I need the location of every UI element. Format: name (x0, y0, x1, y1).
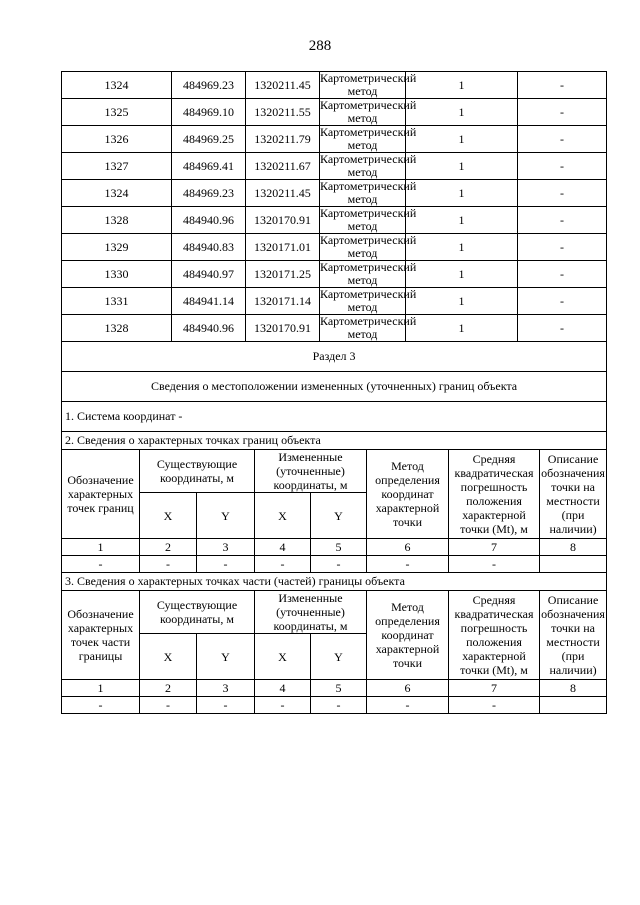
header-accuracy: Средняя квадратическая погрешность положения характерной точки (Mt), м (449, 591, 540, 680)
column-number: 1 (62, 539, 140, 556)
table-row (62, 72, 607, 99)
header-existing-x: X (140, 634, 197, 680)
column-number: 5 (311, 539, 367, 556)
header-description: Описание обозначения точки на местности (при наличии) (540, 450, 607, 539)
point-number: 1328 (62, 207, 172, 234)
header-existing-y: Y (197, 634, 255, 680)
accuracy-cell: 1 (406, 207, 518, 234)
part-2-title: 2. Сведения о характерных точках границ объекта (62, 432, 607, 450)
section-title: Раздел 3 (62, 342, 607, 372)
method-cell: Картометрический метод (320, 179, 417, 206)
coordinate-x: 484940.83 (172, 234, 246, 261)
description-cell: - (518, 288, 607, 315)
point-number: 1328 (62, 315, 172, 342)
method-cell: Картометрический метод (320, 71, 417, 98)
column-number: 8 (540, 539, 607, 556)
table-row (62, 207, 607, 234)
accuracy-cell: 1 (406, 126, 518, 153)
coordinate-y: 1320211.45 (246, 72, 320, 99)
header-existing-coordinates: Существующие координаты, м (140, 591, 255, 634)
description-cell: - (518, 153, 607, 180)
column-number: 7 (449, 539, 540, 556)
method-cell: Картометрический метод (320, 125, 417, 152)
empty-cell: - (197, 556, 255, 573)
point-number: 1324 (62, 72, 172, 99)
header-existing-y: Y (197, 493, 255, 539)
empty-cell (540, 556, 607, 573)
empty-cell: - (367, 556, 449, 573)
column-number: 2 (140, 539, 197, 556)
empty-cell: - (311, 556, 367, 573)
coordinate-y: 1320170.91 (246, 207, 320, 234)
section-subtitle: Сведения о местоположении измененных (уточненных) границ объекта (62, 372, 607, 402)
empty-cell (540, 697, 607, 714)
header-point-label: Обозначение характерных точек части границы (62, 591, 140, 680)
header-existing-coordinates: Существующие координаты, м (140, 450, 255, 493)
coordinate-x: 484969.23 (172, 72, 246, 99)
point-number: 1331 (62, 288, 172, 315)
coordinate-y: 1320171.14 (246, 288, 320, 315)
empty-cell: - (255, 697, 311, 714)
column-number: 2 (140, 680, 197, 697)
column-number: 8 (540, 680, 607, 697)
empty-cell: - (255, 556, 311, 573)
description-cell: - (518, 99, 607, 126)
description-cell: - (518, 261, 607, 288)
table-row (62, 261, 607, 288)
empty-cell: - (449, 556, 540, 573)
coordinate-x: 484969.10 (172, 99, 246, 126)
method-cell: Картометрический метод (320, 287, 417, 314)
section-3-table (61, 341, 607, 714)
empty-cell: - (449, 697, 540, 714)
description-cell: - (518, 180, 607, 207)
coordinates-table (61, 71, 607, 342)
header-description: Описание обозначения точки на местности (при наличии) (540, 591, 607, 680)
empty-cell: - (140, 556, 197, 573)
page-number: 288 (308, 38, 332, 54)
description-cell: - (518, 126, 607, 153)
method-cell: Картометрический метод (320, 206, 417, 233)
header-method: Метод определения координат характерной точки (367, 591, 449, 680)
coordinates-body (62, 72, 607, 342)
method-cell: Картометрический метод (320, 233, 417, 260)
empty-cell: - (311, 697, 367, 714)
column-number: 4 (255, 539, 311, 556)
coordinate-x: 484940.96 (172, 315, 246, 342)
header-changed-y: Y (311, 493, 367, 539)
empty-cell: - (367, 697, 449, 714)
header-changed-coordinates: Измененные (уточненные) координаты, м (255, 450, 367, 493)
table-row (62, 180, 607, 207)
column-number: 6 (367, 680, 449, 697)
accuracy-cell: 1 (406, 261, 518, 288)
coordinate-x: 484969.25 (172, 126, 246, 153)
coordinate-y: 1320171.25 (246, 261, 320, 288)
coordinate-y: 1320170.91 (246, 315, 320, 342)
method-cell: Картометрический метод (320, 152, 417, 179)
point-number: 1325 (62, 99, 172, 126)
header-changed-x: X (255, 634, 311, 680)
column-number: 7 (449, 680, 540, 697)
method-cell: Картометрический метод (320, 260, 417, 287)
accuracy-cell: 1 (406, 99, 518, 126)
header-changed-coordinates: Измененные (уточненные) координаты, м (255, 591, 367, 634)
accuracy-cell: 1 (406, 153, 518, 180)
point-number: 1326 (62, 126, 172, 153)
header-accuracy: Средняя квадратическая погрешность положения характерной точки (Mt), м (449, 450, 540, 539)
coordinate-x: 484941.14 (172, 288, 246, 315)
header-existing-x: X (140, 493, 197, 539)
column-number: 3 (197, 680, 255, 697)
coordinate-x: 484940.96 (172, 207, 246, 234)
table-row (62, 99, 607, 126)
column-number: 1 (62, 680, 140, 697)
coordinate-y: 1320171.01 (246, 234, 320, 261)
table-row (62, 315, 607, 342)
header-point-label: Обозначение характерных точек границ (62, 450, 140, 539)
coordinate-system: 1. Система координат - (62, 402, 607, 432)
coordinate-x: 484969.41 (172, 153, 246, 180)
header-changed-x: X (255, 493, 311, 539)
accuracy-cell: 1 (406, 315, 518, 342)
point-number: 1330 (62, 261, 172, 288)
column-number: 3 (197, 539, 255, 556)
point-number: 1324 (62, 180, 172, 207)
empty-cell: - (197, 697, 255, 714)
table-row (62, 234, 607, 261)
column-number: 4 (255, 680, 311, 697)
coordinate-y: 1320211.55 (246, 99, 320, 126)
accuracy-cell: 1 (406, 72, 518, 99)
accuracy-cell: 1 (406, 288, 518, 315)
accuracy-cell: 1 (406, 180, 518, 207)
table-row (62, 126, 607, 153)
description-cell: - (518, 315, 607, 342)
point-number: 1329 (62, 234, 172, 261)
description-cell: - (518, 207, 607, 234)
table-row (62, 153, 607, 180)
part-3-title: 3. Сведения о характерных точках части (частей) границы объекта (62, 573, 607, 591)
point-number: 1327 (62, 153, 172, 180)
column-number: 6 (367, 539, 449, 556)
empty-cell: - (140, 697, 197, 714)
method-cell: Картометрический метод (320, 98, 417, 125)
accuracy-cell: 1 (406, 234, 518, 261)
coordinate-y: 1320211.79 (246, 126, 320, 153)
description-cell: - (518, 72, 607, 99)
header-method: Метод определения координат характерной точки (367, 450, 449, 539)
method-cell: Картометрический метод (320, 314, 417, 341)
empty-cell: - (62, 556, 140, 573)
column-number: 5 (311, 680, 367, 697)
header-changed-y: Y (311, 634, 367, 680)
description-cell: - (518, 234, 607, 261)
coordinate-x: 484969.23 (172, 180, 246, 207)
coordinate-y: 1320211.67 (246, 153, 320, 180)
table-row (62, 288, 607, 315)
empty-cell: - (62, 697, 140, 714)
coordinate-x: 484940.97 (172, 261, 246, 288)
coordinate-y: 1320211.45 (246, 180, 320, 207)
